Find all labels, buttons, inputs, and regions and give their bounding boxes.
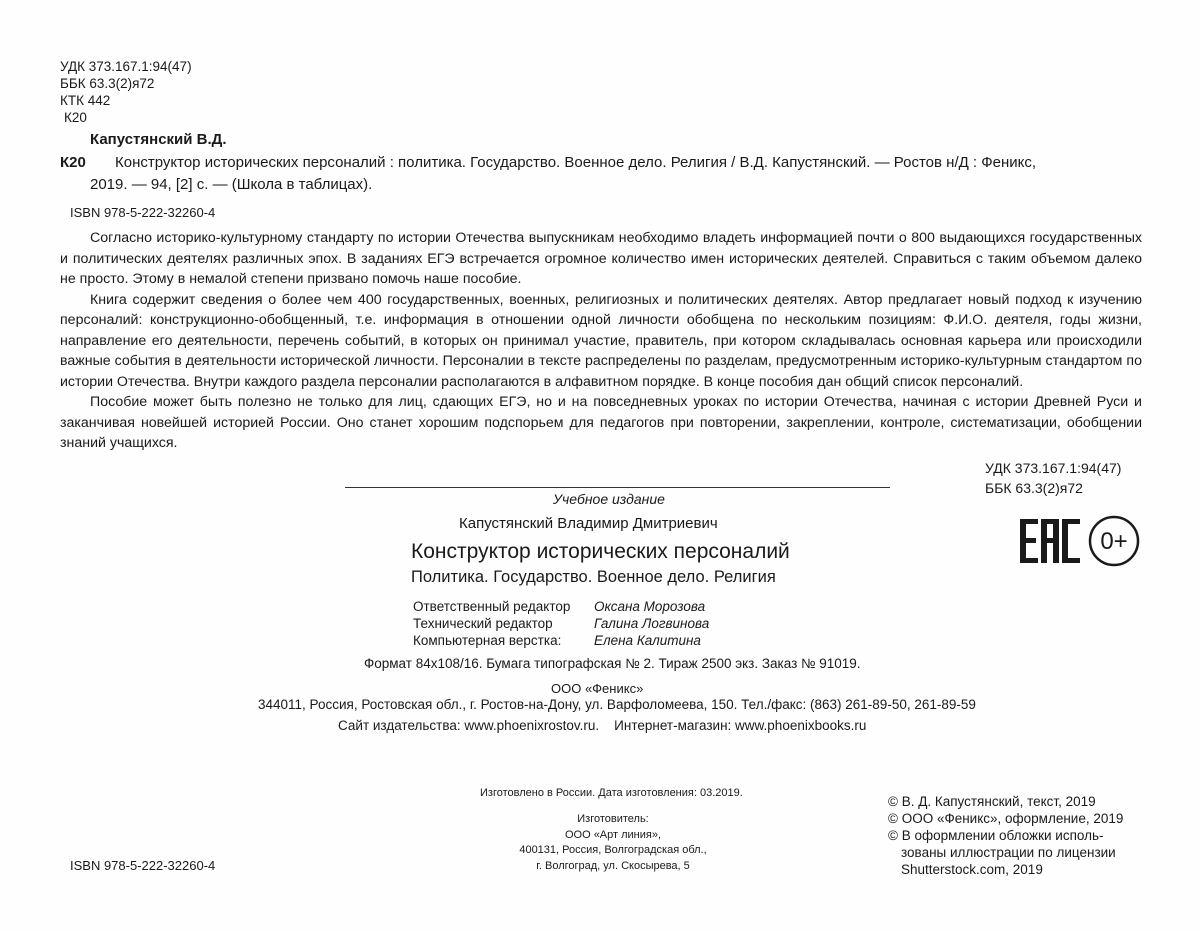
copyright-line: © В. Д. Капустянский, текст, 2019	[888, 794, 1096, 809]
staff-list	[413, 598, 709, 649]
manufacturer-info	[483, 812, 743, 874]
copyright-line: © ООО «Феникс», оформление, 2019	[888, 811, 1124, 826]
author-heading: Капустянский В.Д.	[90, 131, 227, 148]
publisher-address: 344011, Россия, Ростовская обл., г. Ростов-на-Дону, ул. Варфоломеева, 150. Тел./факс: (863) 261-89-50, 261-89-59	[258, 697, 976, 712]
manufacturer-line: Изготовитель:	[577, 813, 649, 825]
copyright-line: Shutterstock.com, 2019	[901, 862, 1043, 877]
udk-code: УДК 373.167.1:94(47)	[60, 59, 192, 74]
right-classification-codes	[985, 458, 1121, 498]
made-in-info: Изготовлено в России. Дата изготовления: 03.2019.	[480, 787, 743, 799]
udk-code-right: УДК 373.167.1:94(47)	[985, 460, 1122, 476]
staff-name: Галина Логвинова	[594, 616, 710, 631]
copyright-line: зованы иллюстрации по лицензии	[901, 845, 1116, 860]
classification-codes	[60, 58, 192, 126]
edition-type: Учебное издание	[553, 491, 665, 507]
bib-line-2: 2019. — 94, [2] с. — (Школа в таблицах).	[90, 176, 373, 193]
author-full-name: Капустянский Владимир Дмитриевич	[459, 515, 718, 532]
manufacturer-line: ООО «Арт линия»,	[564, 828, 662, 841]
publisher-websites: Сайт издательства: www.phoenixrostov.ru. Интернет-магазин: www.phoenixbooks.ru	[338, 718, 867, 733]
staff-role: Ответственный редактор	[413, 599, 571, 614]
staff-row	[413, 632, 709, 649]
format-info: Формат 84x108/16. Бумага типографская № 2. Тираж 2500 экз. Заказ № 91019.	[364, 656, 861, 671]
staff-role: Технический редактор	[413, 616, 553, 631]
bibliographic-record	[60, 152, 1150, 196]
divider	[345, 487, 890, 488]
staff-row	[413, 615, 709, 632]
eac-certification-mark	[1018, 513, 1144, 574]
age-rating-text: 0+	[1100, 528, 1128, 555]
staff-row	[413, 598, 709, 615]
isbn-top: ISBN 978-5-222-32260-4	[70, 205, 216, 220]
annotation	[60, 228, 1142, 454]
bbk-code: ББК 63.3(2)я72	[60, 76, 155, 91]
author-mark: К20	[64, 110, 87, 125]
copyright-line: © В оформлении обложки исполь-	[888, 828, 1104, 843]
bib-line-1: Конструктор исторических персоналий : политика. Государство. Военное дело. Религия / В.Д. Капустянский. — Ростов н/Д : Феникс,	[115, 154, 1037, 171]
annotation-paragraph-2: Книга содержит сведения о более чем 400 государственных, военных, религиозных и политических деятелях. Автор предлагает новый подход к изучению персоналий: конструкционно-обобщенный, т.е. информация в отношении одной личности обобщена по нескольким позициям: Ф.И.О. деятеля, годы жизни, направление его деятельности, перечень событий, в которых он принимал участие, правитель, при котором складывалась основная карьера или происходили важные события в деятельности исторической личности. Персоналии в тексте распределены по разделам, предусмотренным историко-культурным стандартом по истории Отечества. Внутри каждого раздела персоналии располагаются в алфавитном порядке. В конце пособия дан общий список персоналий.	[60, 291, 1142, 390]
staff-role: Компьютерная верстка:	[413, 633, 562, 648]
annotation-paragraph-1: Согласно историко-культурному стандарту по истории Отечества выпускникам необходимо владеть информацией почти о 800 выдающихся государственных и политических деятелях различных эпох. В заданиях ЕГЭ встречается огромное количество имен исторических деятелей. Справиться с таким объемом далеко не просто. Этому в немалой степени призвано помочь наше пособие.	[60, 230, 1142, 287]
publisher-name: ООО «Феникс»	[551, 681, 644, 696]
annotation-paragraph-3: Пособие может быть полезно не только для лиц, сдающих ЕГЭ, но и на повседневных уроках по истории Отечества, начиная с истории Древней Руси и заканчивая новейшей историей России. Оно станет хорошим подспорьем для педагогов при повторении, закреплении, контроле, систематизации, обобщении знаний учащихся.	[60, 394, 1142, 451]
manufacturer-line: г. Волгоград, ул. Скосырева, 5	[536, 859, 690, 872]
ktk-code: КТК 442	[60, 93, 111, 108]
book-subtitle: Политика. Государство. Военное дело. Религия	[411, 568, 776, 586]
isbn-bottom: ISBN 978-5-222-32260-4	[70, 858, 216, 873]
staff-name: Оксана Морозова	[594, 599, 706, 614]
book-title: Конструктор исторических персоналий	[411, 540, 790, 563]
eac-age-icon	[1018, 513, 1144, 569]
bbk-code-right: ББК 63.3(2)я72	[985, 480, 1083, 496]
index-label: К20	[60, 154, 86, 171]
manufacturer-line: 400131, Россия, Волгоградская обл.,	[519, 844, 707, 856]
copyright-block	[888, 793, 1123, 878]
staff-name: Елена Калитина	[594, 633, 701, 648]
